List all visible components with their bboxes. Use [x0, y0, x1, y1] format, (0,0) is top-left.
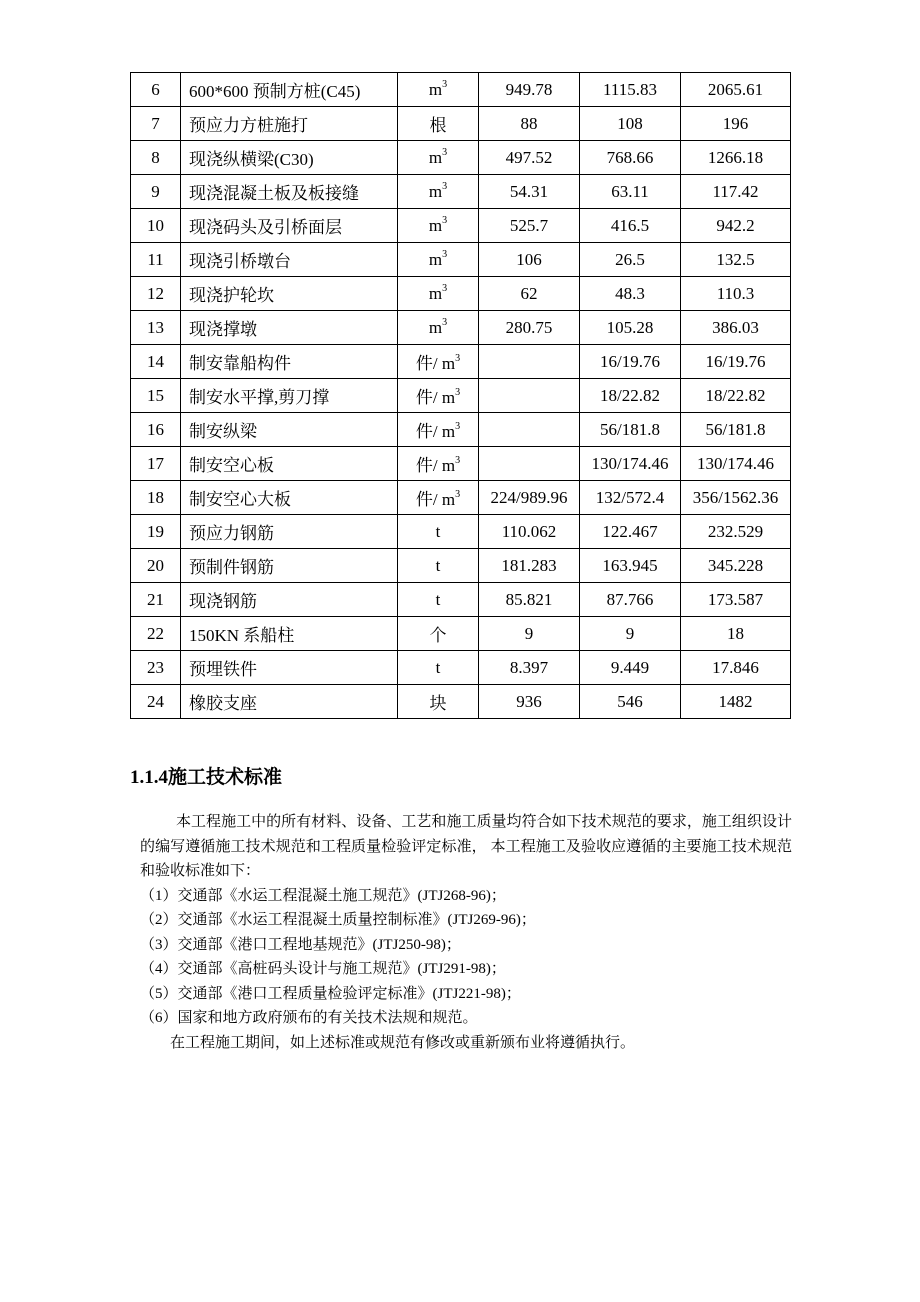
cell-unit-text: 件/ m	[415, 422, 456, 441]
cell-quantity-a	[479, 379, 580, 413]
cell-item-name	[181, 73, 398, 107]
cell-item-name-text: 现浇纵横梁(C30)	[189, 150, 314, 169]
cell-unit-text: m	[428, 215, 443, 235]
cell-number-text: 8	[151, 147, 160, 167]
cell-number-text: 9	[151, 181, 160, 201]
cell-quantity-b-text: 108	[617, 113, 643, 133]
cell-total	[681, 73, 791, 107]
cell-total-text: 1266.18	[707, 147, 764, 167]
cell-quantity-b	[580, 651, 681, 685]
cell-quantity-b	[580, 311, 681, 345]
cell-unit	[398, 243, 479, 277]
cell-unit-text: m	[428, 317, 443, 337]
cell-unit-text: m	[428, 249, 443, 269]
cell-unit	[398, 141, 479, 175]
table-row	[131, 617, 791, 651]
cell-unit-text: t	[435, 657, 441, 677]
cell-item-name-text: 预应力方桩施打	[189, 116, 308, 135]
cell-item-name-text: 预制件钢筋	[189, 558, 274, 577]
cell-quantity-b	[580, 209, 681, 243]
unit-superscript: 3	[455, 455, 461, 467]
cell-number	[131, 549, 181, 583]
cell-quantity-a	[479, 549, 580, 583]
cell-unit	[398, 447, 479, 481]
cell-unit	[398, 515, 479, 549]
cell-quantity-b	[580, 481, 681, 515]
cell-quantity-b	[580, 107, 681, 141]
cell-quantity-b-text: 163.945	[602, 555, 658, 575]
cell-quantity-b-text: 56/181.8	[600, 419, 660, 439]
cell-quantity-b-text: 105.28	[606, 317, 654, 337]
cell-number-text: 23	[147, 657, 164, 677]
cell-quantity-b-text: 26.5	[615, 249, 645, 269]
cell-quantity-b	[580, 583, 681, 617]
cell-total	[681, 617, 791, 651]
cell-item-name-text: 预应力钢筋	[189, 524, 274, 543]
cell-item-name-text: 制安空心大板	[189, 490, 291, 509]
cell-number-text: 22	[147, 623, 164, 643]
cell-item-name	[181, 685, 398, 719]
cell-item-name	[181, 515, 398, 549]
cell-quantity-a	[479, 481, 580, 515]
table-row	[131, 549, 791, 583]
cell-number-text: 10	[147, 215, 164, 235]
table-row	[131, 583, 791, 617]
cell-number-text: 14	[147, 351, 164, 371]
cell-number-text: 16	[147, 419, 164, 439]
cell-total-text: 130/174.46	[697, 453, 774, 473]
cell-quantity-b	[580, 447, 681, 481]
cell-item-name	[181, 209, 398, 243]
cell-item-name-text: 600*600 预制方桩(C45)	[189, 82, 361, 101]
cell-item-name	[181, 583, 398, 617]
cell-unit-text: m	[428, 181, 443, 201]
cell-quantity-a	[479, 73, 580, 107]
standard-item: （4）交通部《高桩码头设计与施工规范》(JTJ291-98)；	[140, 961, 506, 977]
cell-item-name-text: 现浇护轮坎	[189, 286, 274, 305]
cell-quantity-a-text: 181.283	[501, 555, 557, 575]
cell-quantity-b-text: 768.66	[606, 147, 654, 167]
cell-number	[131, 515, 181, 549]
cell-total	[681, 209, 791, 243]
cell-quantity-a	[479, 651, 580, 685]
standards-list	[140, 884, 792, 1031]
cell-quantity-b-text: 132/572.4	[595, 487, 665, 507]
cell-item-name	[181, 413, 398, 447]
cell-item-name-text: 现浇码头及引桥面层	[189, 218, 342, 237]
cell-unit	[398, 107, 479, 141]
cell-unit-text: t	[435, 521, 441, 541]
cell-item-name-text: 制安水平撑,剪刀撑	[189, 388, 330, 407]
table-row	[131, 413, 791, 447]
cell-item-name	[181, 481, 398, 515]
cell-unit	[398, 413, 479, 447]
cell-total-text: 117.42	[712, 181, 759, 201]
unit-superscript: 3	[442, 214, 448, 226]
cell-unit	[398, 549, 479, 583]
unit-superscript: 3	[455, 353, 461, 365]
quantity-table-body	[131, 73, 791, 719]
standard-item: （6）国家和地方政府颁布的有关技术法规和规范。	[140, 1010, 478, 1026]
cell-unit-text: 个	[429, 626, 447, 645]
cell-quantity-a	[479, 583, 580, 617]
standard-item: （5）交通部《港口工程质量检验评定标准》(JTJ221-98)；	[140, 985, 521, 1002]
quantity-table	[130, 72, 791, 719]
cell-item-name	[181, 243, 398, 277]
closing-paragraph: 在工程施工期间，如上述标准或规范有修改或重新颁布业将遵循执行。	[170, 1034, 636, 1051]
cell-number	[131, 413, 181, 447]
cell-quantity-b	[580, 243, 681, 277]
cell-unit-text: 根	[429, 116, 447, 135]
cell-number-text: 13	[147, 317, 164, 337]
cell-total	[681, 413, 791, 447]
cell-total-text: 345.228	[707, 555, 764, 575]
standard-item: （3）交通部《港口工程地基规范》(JTJ250-98)；	[140, 936, 461, 953]
cell-quantity-b	[580, 141, 681, 175]
table-row	[131, 73, 791, 107]
standard-item: （2）交通部《水运工程混凝土质量控制标准》(JTJ269-96)；	[140, 912, 536, 928]
cell-number	[131, 277, 181, 311]
cell-unit-text: 块	[429, 694, 447, 713]
cell-number-text: 6	[151, 79, 160, 99]
cell-quantity-b	[580, 345, 681, 379]
cell-quantity-b	[580, 413, 681, 447]
cell-quantity-a-text: 224/989.96	[490, 487, 568, 507]
cell-quantity-b	[580, 175, 681, 209]
cell-item-name	[181, 311, 398, 345]
cell-total-text: 173.587	[707, 589, 764, 609]
cell-quantity-a-text: 54.31	[509, 181, 549, 201]
cell-item-name-text: 预埋铁件	[189, 660, 257, 679]
table-row	[131, 379, 791, 413]
cell-total-text: 1482	[718, 691, 753, 711]
cell-total-text: 196	[722, 113, 749, 133]
cell-quantity-b-text: 63.11	[611, 181, 649, 201]
cell-unit-text: 件/ m	[415, 354, 456, 373]
cell-item-name	[181, 175, 398, 209]
section-title: 施工技术标准	[168, 767, 283, 788]
cell-unit	[398, 345, 479, 379]
unit-superscript: 3	[455, 387, 461, 399]
cell-total-text: 18/22.82	[705, 385, 766, 405]
cell-quantity-b	[580, 685, 681, 719]
cell-total	[681, 549, 791, 583]
cell-quantity-a	[479, 515, 580, 549]
cell-number	[131, 685, 181, 719]
cell-total-text: 132.5	[716, 249, 755, 269]
cell-item-name-text: 制安靠船构件	[189, 354, 291, 373]
cell-quantity-a-text: 9	[524, 623, 534, 643]
cell-number	[131, 73, 181, 107]
cell-quantity-b	[580, 379, 681, 413]
cell-quantity-a	[479, 685, 580, 719]
section-heading	[130, 762, 282, 789]
cell-quantity-a-text: 106	[516, 249, 542, 269]
cell-total	[681, 243, 791, 277]
cell-item-name	[181, 447, 398, 481]
cell-number-text: 21	[147, 589, 164, 609]
cell-quantity-a	[479, 345, 580, 379]
table-row	[131, 243, 791, 277]
cell-unit	[398, 481, 479, 515]
cell-quantity-a	[479, 141, 580, 175]
cell-total	[681, 107, 791, 141]
cell-item-name	[181, 277, 398, 311]
cell-item-name	[181, 549, 398, 583]
cell-total-text: 356/1562.36	[692, 487, 779, 507]
unit-superscript: 3	[455, 489, 461, 501]
cell-total	[681, 345, 791, 379]
cell-quantity-b	[580, 73, 681, 107]
cell-total	[681, 685, 791, 719]
cell-item-name	[181, 345, 398, 379]
cell-total	[681, 515, 791, 549]
cell-quantity-a	[479, 243, 580, 277]
cell-quantity-a-text: 525.7	[509, 215, 549, 235]
cell-quantity-b-text: 87.766	[606, 589, 654, 609]
section-body	[140, 810, 792, 1055]
cell-number-text: 15	[147, 385, 164, 405]
cell-number-text: 12	[147, 283, 164, 303]
table-row	[131, 277, 791, 311]
cell-total	[681, 141, 791, 175]
cell-unit	[398, 311, 479, 345]
cell-item-name-text: 现浇混凝土板及板接缝	[189, 184, 359, 203]
cell-item-name-text: 制安纵梁	[189, 422, 257, 441]
cell-number	[131, 243, 181, 277]
cell-item-name	[181, 651, 398, 685]
table-row	[131, 447, 791, 481]
table-row	[131, 481, 791, 515]
cell-total-text: 110.3	[716, 283, 755, 303]
cell-unit-text: t	[435, 555, 441, 575]
section-number: 1.1.4	[130, 767, 168, 788]
cell-item-name	[181, 107, 398, 141]
cell-quantity-a	[479, 277, 580, 311]
cell-unit	[398, 651, 479, 685]
cell-quantity-b-text: 416.5	[610, 215, 650, 235]
cell-number	[131, 345, 181, 379]
cell-unit	[398, 73, 479, 107]
table-row	[131, 651, 791, 685]
cell-number	[131, 107, 181, 141]
cell-item-name	[181, 141, 398, 175]
cell-quantity-a	[479, 447, 580, 481]
cell-quantity-a	[479, 107, 580, 141]
cell-number-text: 20	[147, 555, 164, 575]
cell-total-text: 56/181.8	[705, 419, 766, 439]
unit-superscript: 3	[455, 421, 461, 433]
cell-number-text: 24	[147, 691, 164, 711]
cell-quantity-a-text: 88	[520, 113, 538, 133]
unit-superscript: 3	[442, 248, 448, 260]
cell-quantity-b-text: 546	[617, 691, 643, 711]
cell-item-name-text: 橡胶支座	[189, 694, 257, 713]
table-row	[131, 141, 791, 175]
cell-total	[681, 311, 791, 345]
table-row	[131, 209, 791, 243]
cell-item-name-text: 现浇引桥墩台	[189, 252, 291, 271]
cell-item-name	[181, 379, 398, 413]
table-row	[131, 515, 791, 549]
cell-unit	[398, 583, 479, 617]
cell-total	[681, 481, 791, 515]
cell-total-text: 17.846	[712, 657, 759, 677]
cell-item-name-text: 现浇撑墩	[189, 320, 257, 339]
cell-unit	[398, 617, 479, 651]
cell-number	[131, 617, 181, 651]
cell-total-text: 16/19.76	[705, 351, 766, 371]
cell-quantity-b	[580, 549, 681, 583]
cell-total-text: 18	[727, 623, 744, 643]
cell-number	[131, 311, 181, 345]
cell-quantity-a	[479, 209, 580, 243]
cell-quantity-a	[479, 617, 580, 651]
cell-number	[131, 141, 181, 175]
cell-total-text: 2065.61	[707, 79, 764, 99]
cell-total	[681, 583, 791, 617]
cell-total	[681, 651, 791, 685]
cell-quantity-b-text: 1115.83	[603, 79, 657, 99]
cell-unit-text: 件/ m	[415, 456, 456, 475]
cell-item-name-text: 制安空心板	[189, 456, 274, 475]
unit-superscript: 3	[442, 78, 448, 90]
cell-total	[681, 447, 791, 481]
cell-unit-text: m	[428, 79, 443, 99]
cell-quantity-b-text: 9.449	[610, 657, 650, 677]
cell-unit	[398, 175, 479, 209]
cell-quantity-b	[580, 515, 681, 549]
cell-total	[681, 175, 791, 209]
cell-quantity-a-text: 85.821	[505, 589, 553, 609]
cell-total	[681, 379, 791, 413]
cell-unit	[398, 209, 479, 243]
cell-quantity-b-text: 9	[625, 623, 635, 643]
cell-quantity-a-text: 8.397	[509, 657, 549, 677]
unit-superscript: 3	[442, 316, 448, 328]
cell-quantity-b	[580, 277, 681, 311]
cell-item-name	[181, 617, 398, 651]
cell-quantity-a-text: 497.52	[505, 147, 553, 167]
cell-unit-text: m	[428, 147, 443, 167]
cell-item-name-text: 现浇钢筋	[189, 592, 257, 611]
cell-item-name-text: 150KN 系船柱	[189, 626, 295, 645]
cell-quantity-a-text: 280.75	[505, 317, 553, 337]
cell-unit-text: 件/ m	[415, 490, 456, 509]
cell-quantity-b-text: 16/19.76	[600, 351, 660, 371]
cell-unit-text: 件/ m	[415, 388, 456, 407]
unit-superscript: 3	[442, 180, 448, 192]
cell-total-text: 232.529	[707, 521, 764, 541]
cell-quantity-a-text: 936	[516, 691, 542, 711]
cell-total-text: 942.2	[716, 215, 755, 235]
cell-number	[131, 175, 181, 209]
cell-number-text: 17	[147, 453, 164, 473]
cell-quantity-a	[479, 311, 580, 345]
cell-quantity-b-text: 18/22.82	[600, 385, 660, 405]
cell-quantity-a	[479, 175, 580, 209]
standard-item: （1）交通部《水运工程混凝土施工规范》(JTJ268-96)；	[140, 887, 506, 904]
cell-unit	[398, 277, 479, 311]
cell-number	[131, 583, 181, 617]
table-row	[131, 311, 791, 345]
cell-unit-text: m	[428, 283, 443, 303]
cell-number-text: 18	[147, 487, 164, 507]
cell-number	[131, 651, 181, 685]
intro-paragraph: 本工程施工中的所有材料、设备、工艺和施工质量均符合如下技术规范的要求，施工组织设计的编写遵循施工技术规范和工程质量检验评定标准， 本工程施工及验收应遵循的主要施工技术规范和验收标准如下：	[140, 814, 792, 879]
table-row	[131, 685, 791, 719]
cell-quantity-b-text: 130/174.46	[591, 453, 669, 473]
cell-number-text: 11	[147, 249, 164, 269]
cell-quantity-b	[580, 617, 681, 651]
cell-quantity-b-text: 122.467	[602, 521, 658, 541]
cell-total	[681, 277, 791, 311]
unit-superscript: 3	[442, 146, 448, 158]
cell-unit-text: t	[435, 589, 441, 609]
cell-number	[131, 209, 181, 243]
cell-quantity-a-text: 110.062	[501, 521, 557, 541]
cell-quantity-b-text: 48.3	[615, 283, 645, 303]
cell-number-text: 19	[147, 521, 164, 541]
cell-number	[131, 447, 181, 481]
cell-quantity-a	[479, 413, 580, 447]
cell-number	[131, 481, 181, 515]
table-row	[131, 107, 791, 141]
table-row	[131, 345, 791, 379]
cell-quantity-a-text: 949.78	[505, 79, 553, 99]
cell-number-text: 7	[151, 113, 160, 133]
cell-total-text: 386.03	[712, 317, 759, 337]
cell-unit	[398, 685, 479, 719]
cell-quantity-a-text: 62	[520, 283, 538, 303]
unit-superscript: 3	[442, 282, 448, 294]
cell-number	[131, 379, 181, 413]
cell-unit	[398, 379, 479, 413]
table-row	[131, 175, 791, 209]
